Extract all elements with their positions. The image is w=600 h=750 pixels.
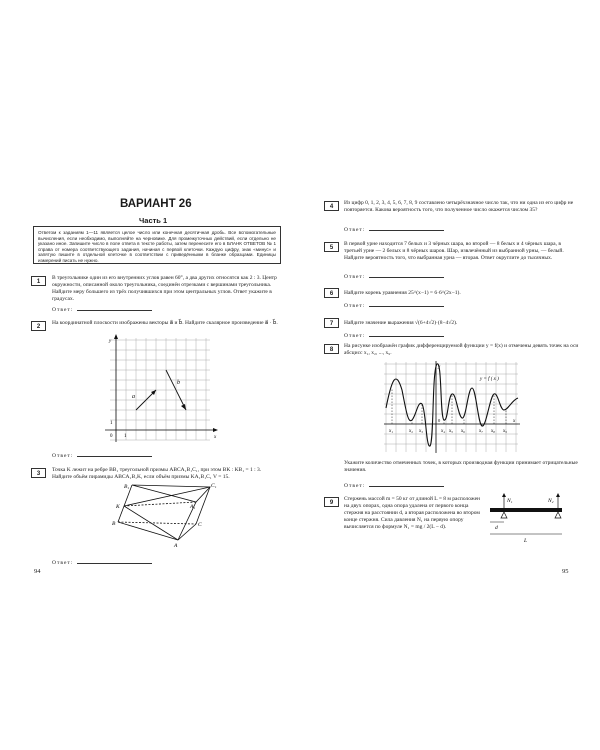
task-text: Найдите значение выражения √(6+4√2)·(8−4√2). — [344, 320, 458, 326]
x-tick-label: 1 — [124, 434, 127, 439]
task-number: 8 — [324, 344, 339, 354]
task-text: Из цифр 0, 1, 2, 3, 4, 5, 6, 7, 8, 9 составлено четырёхзначное число так, что ни одна из его цифр не повторяется. Какова вероятность того, что полученное число окажется числом 35? — [344, 200, 574, 213]
part-title: Часть 1 — [139, 216, 168, 225]
point-label: x₄ — [441, 429, 445, 434]
answer-line[interactable] — [369, 272, 444, 278]
function-label: y = f ( x ) — [480, 377, 499, 382]
answer-line[interactable] — [77, 451, 152, 457]
n1-label: N₁ — [507, 498, 513, 504]
rod-figure — [488, 492, 566, 548]
segment-k-a — [124, 506, 178, 540]
grid — [110, 338, 210, 440]
vertex-label: B₁ — [124, 484, 130, 490]
answer-row — [344, 331, 444, 339]
grid — [384, 362, 518, 452]
vertex-label: C — [198, 522, 202, 528]
answer-line[interactable] — [369, 225, 444, 231]
task-text: На координатной плоскости изображены векторы a⃗ и b⃗. Найдите скалярное произведение a⃗ · b⃗. — [52, 320, 278, 326]
answer-label: Ответ: — [52, 307, 74, 313]
point-label: x₉ — [503, 429, 507, 434]
right-page — [300, 0, 600, 750]
answer-row — [344, 481, 444, 489]
task-text-after: Укажите количество отмеченных точек, в которых производная функции принимает отрицательные значения. — [344, 460, 578, 473]
point-label: x₆ — [461, 429, 465, 434]
instructions-box: Ответом к заданиям 1—11 является целое число или конечная десятичная дробь. Все вспомогательные вычисления, если необходимо, выполняйте на черновике. Для промежуточных действий, если отдельно не указано иное. Запишите число в поле ответа в тексте работы, затем перенесите его в БЛАНК ОТВЕТОВ № 1 справа от номера соответствующего задания, начиная с первой клеточки. Каждую цифру, знак «минус» и запятую пишите в отдельной клеточке в соответствии с приведёнными в бланке образцами. Единицы измерений писать не нужно. — [33, 226, 281, 264]
answer-row — [344, 272, 444, 280]
y-tick-label: 1 — [110, 421, 113, 426]
x-axis-arrow — [213, 428, 218, 432]
task-number: 9 — [324, 497, 339, 507]
answer-line[interactable] — [369, 331, 444, 337]
variant-title: ВАРИАНТ 26 — [120, 198, 192, 210]
answer-row — [52, 305, 152, 313]
answer-line[interactable] — [369, 301, 444, 307]
page-number: 95 — [562, 568, 569, 575]
task-number: 4 — [324, 201, 339, 211]
vertex-label: A — [174, 543, 178, 548]
answer-row — [344, 301, 444, 309]
origin-label: 0 — [110, 434, 113, 439]
origin-label: 0 — [438, 418, 441, 423]
answer-row — [344, 225, 444, 233]
answer-label: Ответ: — [52, 453, 74, 459]
task-number: 2 — [31, 321, 46, 331]
support-2 — [555, 512, 561, 518]
vector-b-label: b — [177, 380, 180, 386]
force-n1-arrowhead — [502, 493, 506, 497]
l-label: L — [524, 538, 528, 544]
y-axis-label: y — [438, 365, 441, 370]
task-text: Точка K лежит на ребре BB₁ треугольной призмы ABCA₁B₁C₁, при этом BK : KB₁ = 1 : 3. Найдите объём пирамиды ABCA₁B₁K, если объём призмы KA₁B₁C₁ V = 15. — [52, 467, 262, 480]
answer-line[interactable] — [77, 558, 152, 564]
task-text: В первой урне находится 7 белых и 3 чёрных шара, во второй — 8 белых и 4 чёрных шара, в третьей урне — 2 белых и 8 чёрных шаров. Шар, извлечённый из выбранной урны, — белый. Найдите вероятность того, что выбранная урна — вторая. Ответ округлите до тысячных. — [344, 241, 564, 261]
vector-figure — [100, 334, 225, 444]
point-label: x₅ — [449, 429, 453, 434]
edge-a-c — [178, 524, 196, 540]
answer-row — [52, 558, 152, 566]
segment-k-c1 — [124, 487, 210, 506]
edge-b-a — [118, 522, 178, 540]
answer-row — [52, 451, 152, 459]
answer-line[interactable] — [369, 481, 444, 487]
task-number: 5 — [324, 242, 339, 252]
point-label: x₁ — [389, 429, 393, 434]
force-n2-arrowhead — [556, 493, 560, 497]
task-text: В треугольнике один из его внутренних углов равен 60°, а два других относятся как 2 : 3. Центр окружности, описанной около треугольника, соединён отрезками с вершинами треугольника. Найдите меру большего из трёх получившихся при этом центральных углов. Ответ укажите в градусах. — [52, 275, 277, 302]
task-number: 7 — [324, 318, 339, 328]
edge-c1-c — [196, 487, 210, 524]
task-text: На рисунке изображён график дифференцируемой функции y = f(x) и отмечены девять точек на оси абсцисс x₁, x₂, ..., x₉. — [344, 343, 579, 356]
function-graph-figure — [382, 360, 522, 455]
task-number: 1 — [31, 276, 46, 286]
vertex-label: B — [112, 521, 116, 527]
y-axis-label: y — [109, 339, 112, 344]
edge-b-c-hidden — [118, 522, 196, 524]
answer-line[interactable] — [77, 305, 152, 311]
task-number: 3 — [31, 468, 46, 478]
answer-label: Ответ: — [344, 227, 366, 233]
page-number: 94 — [34, 568, 41, 575]
task-number: 6 — [324, 288, 339, 298]
task-text: Стержень массой m = 50 кг от длиной L = 8 м расположен на двух опорах, одна опора удалена от первого конца стержня на расстоянии d, а вторая расположена во втором конце стержня. Сила давления N₁ на первую опору вычисляется по формуле N₁ = mg / 2(L − d). — [344, 496, 480, 530]
answer-label: Ответ: — [52, 560, 74, 566]
n2-label: N₂ — [548, 498, 554, 504]
answer-label: Ответ: — [344, 333, 366, 339]
prism-top-face — [132, 485, 210, 502]
d-label: d — [495, 525, 498, 531]
support-1 — [501, 512, 507, 518]
point-label: x₃ — [419, 429, 423, 434]
answer-label: Ответ: — [344, 483, 366, 489]
point-label: x₈ — [491, 429, 495, 434]
point-label: x₇ — [479, 429, 483, 434]
prism-figure — [110, 480, 225, 548]
task-text: Найдите корень уравнения 25^(x−1) = 6·6^(2x−1). — [344, 290, 461, 296]
rod — [490, 508, 562, 512]
answer-label: Ответ: — [344, 274, 366, 280]
vertex-label: A₁ — [190, 504, 196, 510]
vector-b-arrowhead — [181, 404, 186, 410]
answer-label: Ответ: — [344, 303, 366, 309]
y-axis-arrow — [114, 334, 118, 339]
edge-a1-b — [118, 485, 132, 522]
point-label: x₂ — [409, 429, 413, 434]
x-axis-label: x — [513, 419, 516, 424]
vertex-label: K — [116, 504, 120, 510]
x-axis-label: x — [214, 435, 217, 440]
vector-a-label: a — [132, 394, 135, 400]
vertex-label: C₁ — [211, 483, 217, 489]
